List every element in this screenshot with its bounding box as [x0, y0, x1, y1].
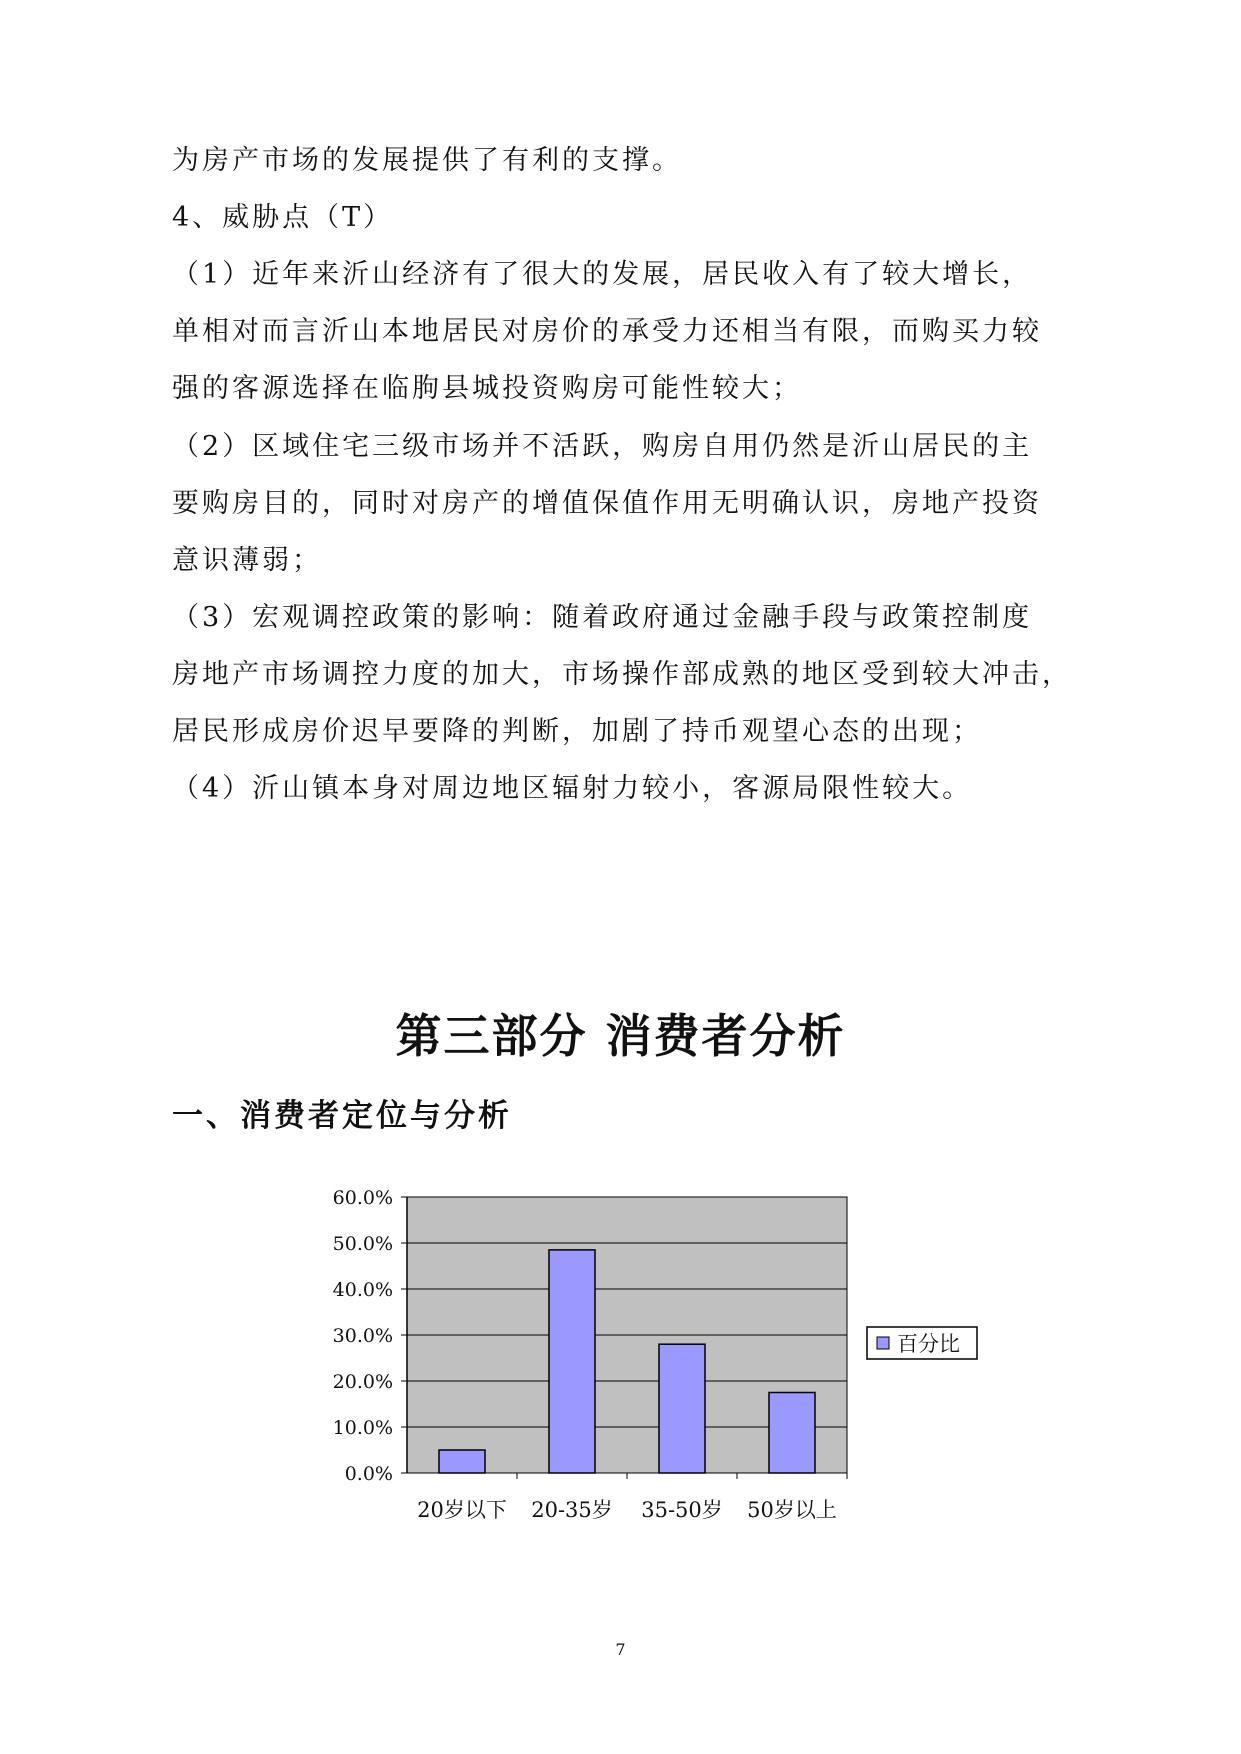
y-tick-label: 20.0%: [332, 1371, 393, 1393]
paragraph-line: 为房产市场的发展提供了有利的支撑。: [172, 145, 682, 176]
sub-title: 一、消费者定位与分析: [172, 1098, 512, 1134]
y-tick-label: 50.0%: [332, 1233, 393, 1255]
y-tick-label: 10.0%: [332, 1417, 393, 1439]
y-tick-label: 60.0%: [332, 1187, 393, 1209]
x-category-label: 50岁以上: [747, 1498, 837, 1522]
legend-swatch: [877, 1337, 889, 1349]
x-category-label: 35-50岁: [641, 1498, 723, 1522]
section-title: 第三部分 消费者分析: [395, 1009, 846, 1063]
y-tick-label: 30.0%: [332, 1325, 393, 1347]
bar: [769, 1393, 815, 1474]
paragraph-line: （1）近年来沂山经济有了很大的发展，居民收入有了较大增长，: [172, 259, 1033, 290]
paragraph-line: （4）沂山镇本身对周边地区辐射力较小，客源局限性较大。: [172, 773, 973, 804]
bar-chart-svg: [300, 1180, 1000, 1540]
paragraph-line: 居民形成房价迟早要降的判断，加剧了持币观望心态的出现；: [172, 716, 982, 747]
x-category-label: 20岁以下: [417, 1498, 507, 1522]
y-tick-label: 40.0%: [332, 1279, 393, 1301]
paragraph-line: （2）区域住宅三级市场并不活跃，购房自用仍然是沂山居民的主: [172, 431, 1033, 462]
paragraph-line: 意识薄弱；: [172, 545, 322, 576]
paragraph-line: 房地产市场调控力度的加大，市场操作部成熟的地区受到较大冲击，: [172, 659, 1072, 690]
page-number: 7: [615, 1640, 626, 1659]
bar: [549, 1250, 595, 1473]
paragraph-line: 单相对而言沂山本地居民对房价的承受力还相当有限，而购买力较: [172, 316, 1042, 347]
paragraph-line: （3）宏观调控政策的影响：随着政府通过金融手段与政策控制度: [172, 602, 1033, 633]
y-tick-label: 0.0%: [344, 1463, 393, 1485]
age-distribution-chart: [300, 1180, 1000, 1540]
paragraph-line: 要购房目的，同时对房产的增值保值作用无明确认识，房地产投资: [172, 488, 1042, 519]
x-category-label: 20-35岁: [531, 1498, 613, 1522]
paragraph-line: 强的客源选择在临朐县城投资购房可能性较大；: [172, 373, 802, 404]
legend-label: 百分比: [897, 1332, 960, 1356]
bar: [439, 1450, 485, 1473]
paragraph-heading-threats: 4、威胁点（T）: [172, 202, 394, 233]
bar: [659, 1344, 705, 1473]
